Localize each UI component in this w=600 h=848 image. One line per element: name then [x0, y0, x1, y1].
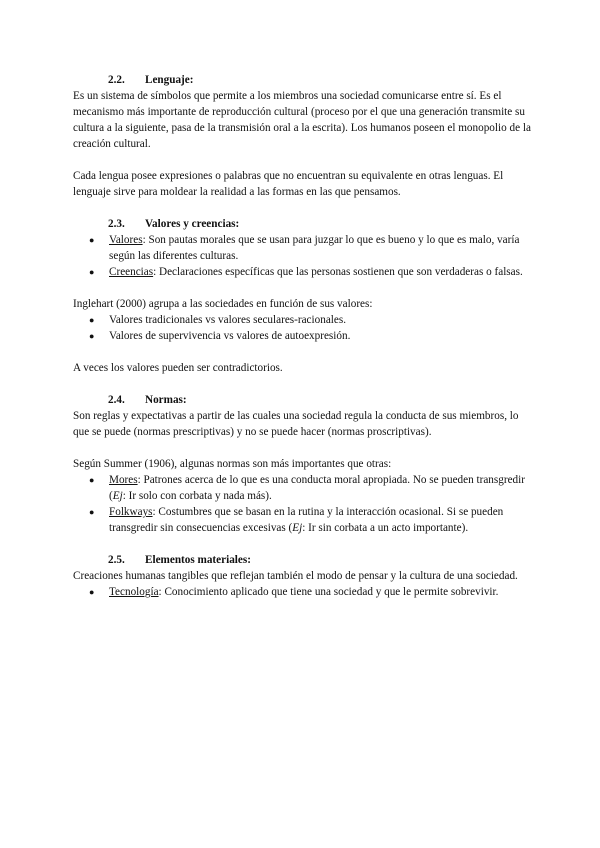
item-text: : Patrones acerca de lo que es una conducta moral apropiada. No se pueden transgredir (: [109, 474, 525, 502]
section-title: Valores y creencias:: [145, 218, 240, 230]
section-heading-lenguaje: [73, 72, 535, 88]
bullet-list: [73, 472, 535, 536]
item-text: : Declaraciones específicas que las personas sostienen que son verdaderas o falsas.: [153, 266, 523, 278]
term: Folkways: [109, 506, 153, 518]
list-item: [73, 472, 535, 504]
bullet-icon: ●: [89, 267, 95, 277]
section-number: 2.5.: [108, 554, 125, 566]
term: Mores: [109, 474, 138, 486]
item-text: : Costumbres que se basan en la rutina y la interacción ocasional. Si se pueden transgredir sin consecuencias excesivas (: [109, 506, 504, 534]
list-item: [73, 232, 535, 264]
example-label: Ej: [112, 490, 123, 502]
section-title: Elementos materiales:: [145, 554, 251, 566]
section-heading-normas: [73, 392, 535, 408]
list-item: [73, 264, 535, 280]
example-label: Ej: [292, 522, 303, 534]
item-text: Valores tradicionales vs valores seculares-racionales.: [109, 314, 347, 326]
paragraph: Son reglas y expectativas a partir de las cuales una sociedad regula la conducta de sus miembros, lo que se puede (normas prescriptivas) y no se puede hacer (normas proscriptivas).: [73, 410, 519, 438]
bullet-icon: ●: [89, 331, 95, 341]
section-heading-valores: [73, 216, 535, 232]
section-number: 2.3.: [108, 218, 125, 230]
term: Creencias: [109, 266, 154, 278]
section-heading-materiales: [73, 552, 535, 568]
bullet-icon: ●: [89, 475, 95, 485]
bullet-icon: ●: [89, 235, 95, 245]
section-number: 2.4.: [108, 394, 125, 406]
item-text: : Son pautas morales que se usan para juzgar lo que es bueno y lo que es malo, varía según las diferentes culturas.: [109, 234, 520, 262]
list-item: [73, 312, 535, 328]
bullet-icon: ●: [89, 507, 95, 517]
paragraph: Según Summer (1906), algunas normas son más importantes que otras:: [73, 458, 392, 470]
list-item: [73, 328, 535, 344]
section-title: Lenguaje:: [145, 74, 194, 86]
paragraph: Creaciones humanas tangibles que reflejan también el modo de pensar y la cultura de una sociedad.: [73, 570, 518, 582]
paragraph: Inglehart (2000) agrupa a las sociedades en función de sus valores:: [73, 298, 373, 310]
list-item: [73, 584, 535, 600]
term: Tecnología: [109, 586, 159, 598]
item-text: Valores de supervivencia vs valores de autoexpresión.: [109, 330, 351, 342]
bullet-icon: ●: [89, 587, 95, 597]
paragraph: Cada lengua posee expresiones o palabras que no encuentran su equivalente en otras lenguas. El lenguaje sirve para moldear la realidad a las formas en las que pensamos.: [73, 170, 504, 198]
list-item: [73, 504, 535, 536]
term: Valores: [109, 234, 143, 246]
paragraph: Es un sistema de símbolos que permite a los miembros una sociedad comunicarse entre sí. Es el mecanismo más importante de reproducción cultural (proceso por el que una generación transmite su cultura a la siguiente, pasa de la transmisión oral a la escrita). Los humanos poseen el monopolio de la creación cultural.: [73, 90, 531, 150]
bullet-icon: ●: [89, 315, 95, 325]
section-number: 2.2.: [108, 74, 125, 86]
document-page: [73, 72, 535, 600]
paragraph: A veces los valores pueden ser contradictorios.: [73, 362, 283, 374]
item-text: : Conocimiento aplicado que tiene una sociedad y que le permite sobrevivir.: [158, 586, 499, 598]
bullet-list: [73, 584, 535, 600]
bullet-list: [73, 232, 535, 280]
bullet-list: [73, 312, 535, 344]
item-text: : Ir sin corbata a un acto importante).: [302, 522, 469, 534]
section-title: Normas:: [145, 394, 187, 406]
item-text: : Ir solo con corbata y nada más).: [122, 490, 272, 502]
